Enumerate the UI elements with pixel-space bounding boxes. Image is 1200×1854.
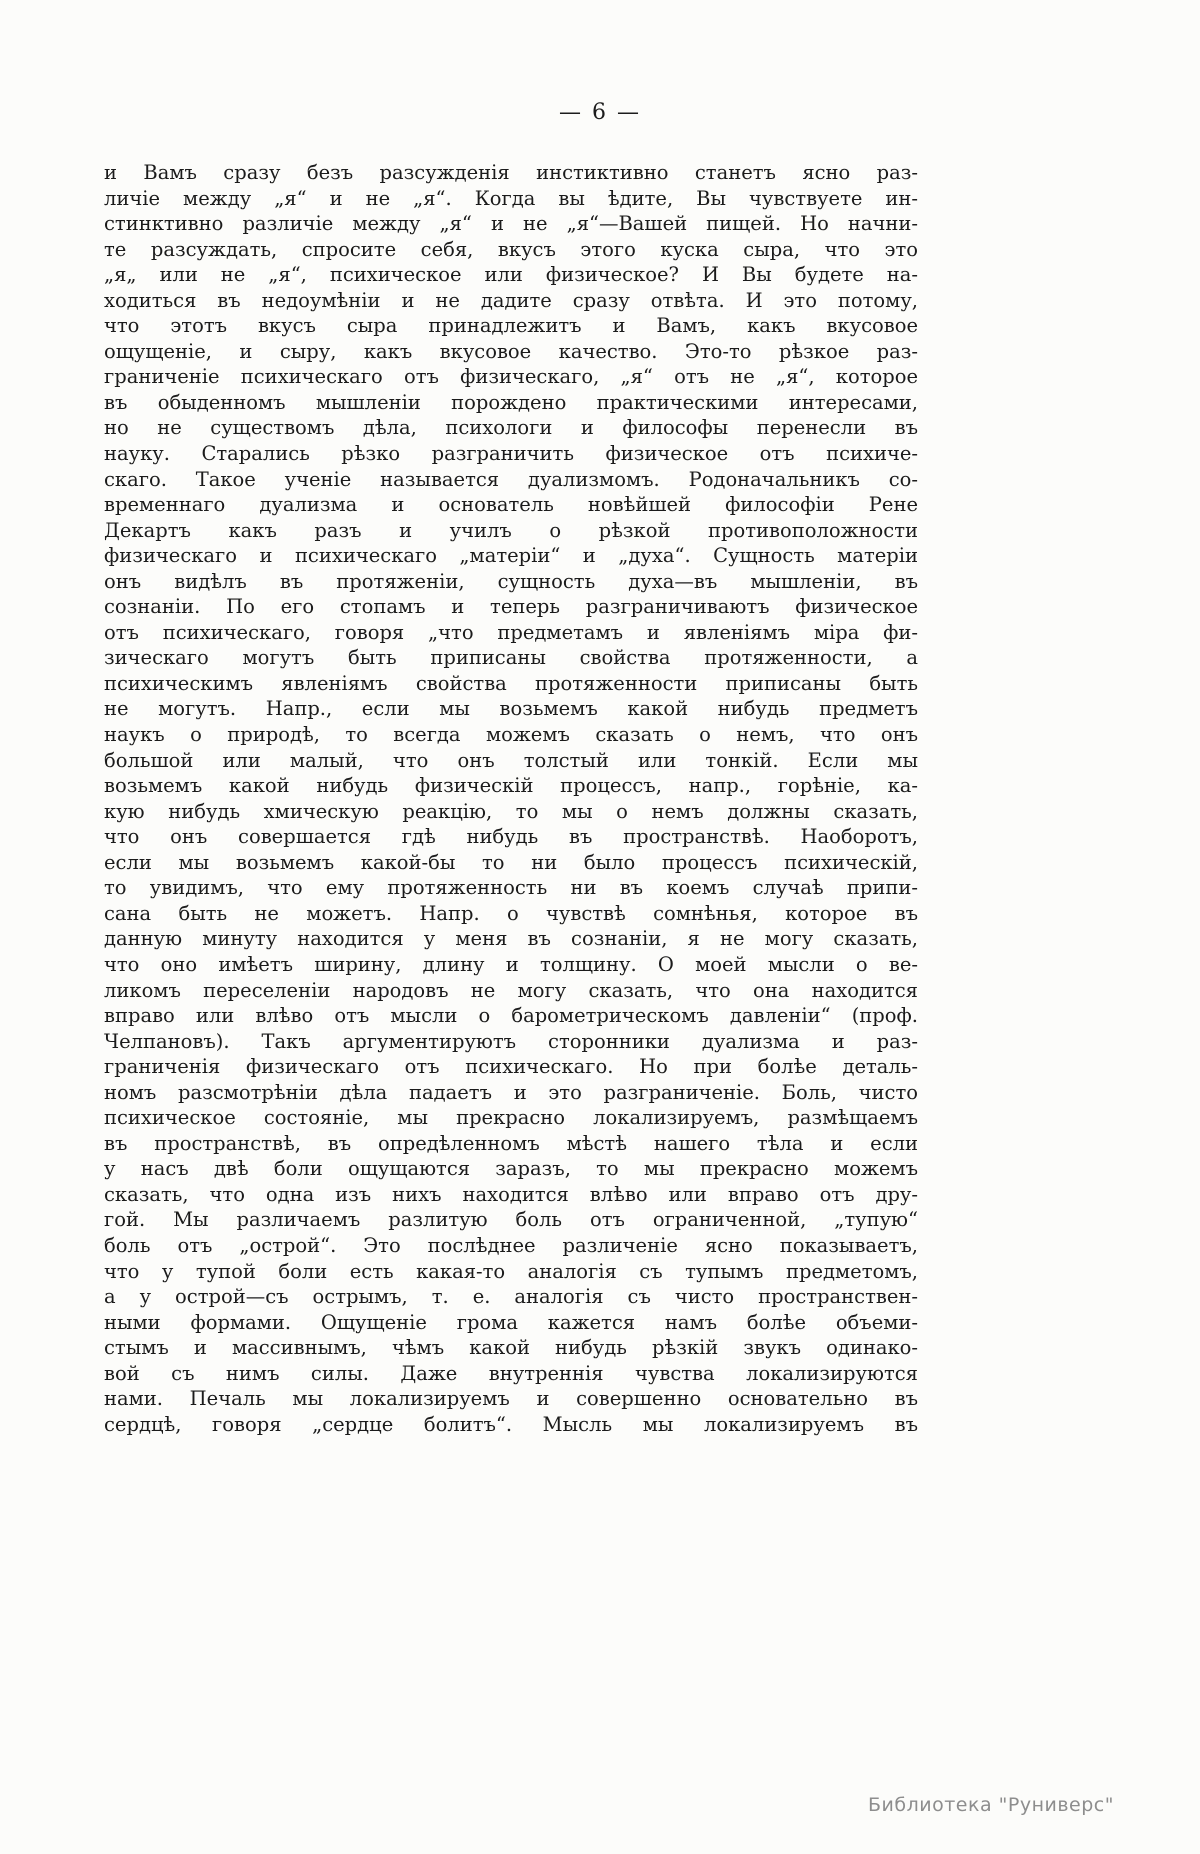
text-line: „я„ или не „я“, психическое или физическое? И Вы будете на- [104, 263, 918, 287]
text-line: ходиться въ недоумѣніи и не дадите сразу отвѣта. И это потому, [104, 288, 918, 312]
text-line: большой или малый, что онъ толстый или тонкій. Если мы [104, 748, 918, 772]
text-line: въ пространствѣ, въ опредѣленномъ мѣстѣ нашего тѣла и если [104, 1131, 918, 1155]
text-line: наукъ о природѣ, то всегда можемъ сказать о немъ, что онъ [104, 723, 918, 747]
text-line: но не существомъ дѣла, психологи и философы перенесли въ [104, 416, 918, 440]
text-line: сердцѣ, говоря „сердце болитъ“. Мысль мы локализируемъ въ [104, 1412, 918, 1436]
text-line: боль отъ „острой“. Это послѣднее различеніе ясно показываетъ, [104, 1233, 918, 1257]
text-line: нами. Печаль мы локализируемъ и совершенно основательно въ [104, 1387, 918, 1411]
text-line: вой съ нимъ силы. Даже внутреннія чувства локализируются [104, 1361, 918, 1385]
text-line: гой. Мы различаемъ разлитую боль отъ ограниченной, „тупую“ [104, 1208, 918, 1232]
text-line: скаго. Такое ученіе называется дуализмомъ. Родоначальникъ со- [104, 467, 918, 491]
text-line: то увидимъ, что ему протяженность ни въ коемъ случаѣ припи- [104, 876, 918, 900]
text-line: а у острой—съ острымъ, т. е. аналогія съ чисто пространствен- [104, 1285, 918, 1309]
text-line: зическаго могутъ быть приписаны свойства протяженности, а [104, 646, 918, 670]
text-line: что оно имѣетъ ширину, длину и толщину. О моей мысли о ве- [104, 952, 918, 976]
text-line: временнаго дуализма и основатель новѣйшей философіи Рене [104, 493, 918, 517]
text-line: ными формами. Ощущеніе грома кажется намъ болѣе объеми- [104, 1310, 918, 1334]
text-line: физическаго и психическаго „матеріи“ и „духа“. Сущность матеріи [104, 544, 918, 568]
watermark: Библиотека "Руниверс" [868, 1794, 1114, 1816]
text-line: сознаніи. По его стопамъ и теперь разграничиваютъ физическое [104, 595, 918, 619]
text-line: стымъ и массивнымъ, чѣмъ какой нибудь рѣзкій звукъ одинако- [104, 1336, 918, 1360]
text-line: номъ разсмотрѣніи дѣла падаетъ и это разграниченіе. Боль, чисто [104, 1080, 918, 1104]
text-line: личіе между „я“ и не „я“. Когда вы ѣдите, Вы чувствуете ин- [104, 186, 918, 210]
text-line: психическое состояніе, мы прекрасно локализируемъ, размѣщаемъ [104, 1106, 918, 1130]
text-line: те разсуждать, спросите себя, вкусъ этого куска сыра, что это [104, 237, 918, 261]
text-line: граниченія физическаго отъ психическаго. Но при болѣе деталь- [104, 1055, 918, 1079]
text-line: возьмемъ какой нибудь физическій процессъ, напр., горѣніе, ка- [104, 774, 918, 798]
text-line: граниченіе психическаго отъ физическаго, „я“ отъ не „я“, которое [104, 365, 918, 389]
text-line: сказать, что одна изъ нихъ находится влѣво или вправо отъ дру- [104, 1182, 918, 1206]
text-line: у насъ двѣ боли ощущаются заразъ, то мы прекрасно можемъ [104, 1157, 918, 1181]
text-line: психическимъ явленіямъ свойства протяженности приписаны быть [104, 671, 918, 695]
page-number: — 6 — [559, 100, 641, 125]
text-line: вправо или влѣво отъ мысли о барометрическомъ давленіи“ (проф. [104, 1004, 918, 1028]
text-line: если мы возьмемъ какой-бы то ни было процессъ психическій, [104, 850, 918, 874]
page-text [104, 160, 918, 1437]
text-line: ощущеніе, и сыру, какъ вкусовое качество. Это-то рѣзкое раз- [104, 339, 918, 363]
text-line: кую нибудь хмическую реакцію, то мы о немъ должны сказать, [104, 799, 918, 823]
text-line: ликомъ переселеніи народовъ не могу сказать, что она находится [104, 978, 918, 1002]
text-line: науку. Старались рѣзко разграничить физическое отъ психиче- [104, 442, 918, 466]
text-line: онъ видѣлъ въ протяженіи, сущность духа—въ мышленіи, въ [104, 569, 918, 593]
text-line: не могутъ. Напр., если мы возьмемъ какой нибудь предметъ [104, 697, 918, 721]
text-line: стинктивно различіе между „я“ и не „я“—Вашей пищей. Но начни- [104, 212, 918, 236]
text-line: сана быть не можетъ. Напр. о чувствѣ сомнѣнья, которое въ [104, 901, 918, 925]
text-line: въ обыденномъ мышленіи порождено практическими интересами, [104, 390, 918, 414]
text-line: Декартъ какъ разъ и училъ о рѣзкой противоположности [104, 518, 918, 542]
text-line: что у тупой боли есть какая-то аналогія съ тупымъ предметомъ, [104, 1259, 918, 1283]
text-line: Челпановъ). Такъ аргументируютъ сторонники дуализма и раз- [104, 1029, 918, 1053]
text-line: и Вамъ сразу безъ разсужденія инстиктивно станетъ ясно раз- [104, 161, 918, 184]
text-line: отъ психическаго, говоря „что предметамъ и явленіямъ міра фи- [104, 620, 918, 644]
text-line: что этотъ вкусъ сыра принадлежитъ и Вамъ, какъ вкусовое [104, 314, 918, 338]
text-line: что онъ совершается гдѣ нибудь въ пространствѣ. Наоборотъ, [104, 825, 918, 849]
text-line: данную минуту находится у меня въ сознаніи, я не могу сказать, [104, 927, 918, 951]
